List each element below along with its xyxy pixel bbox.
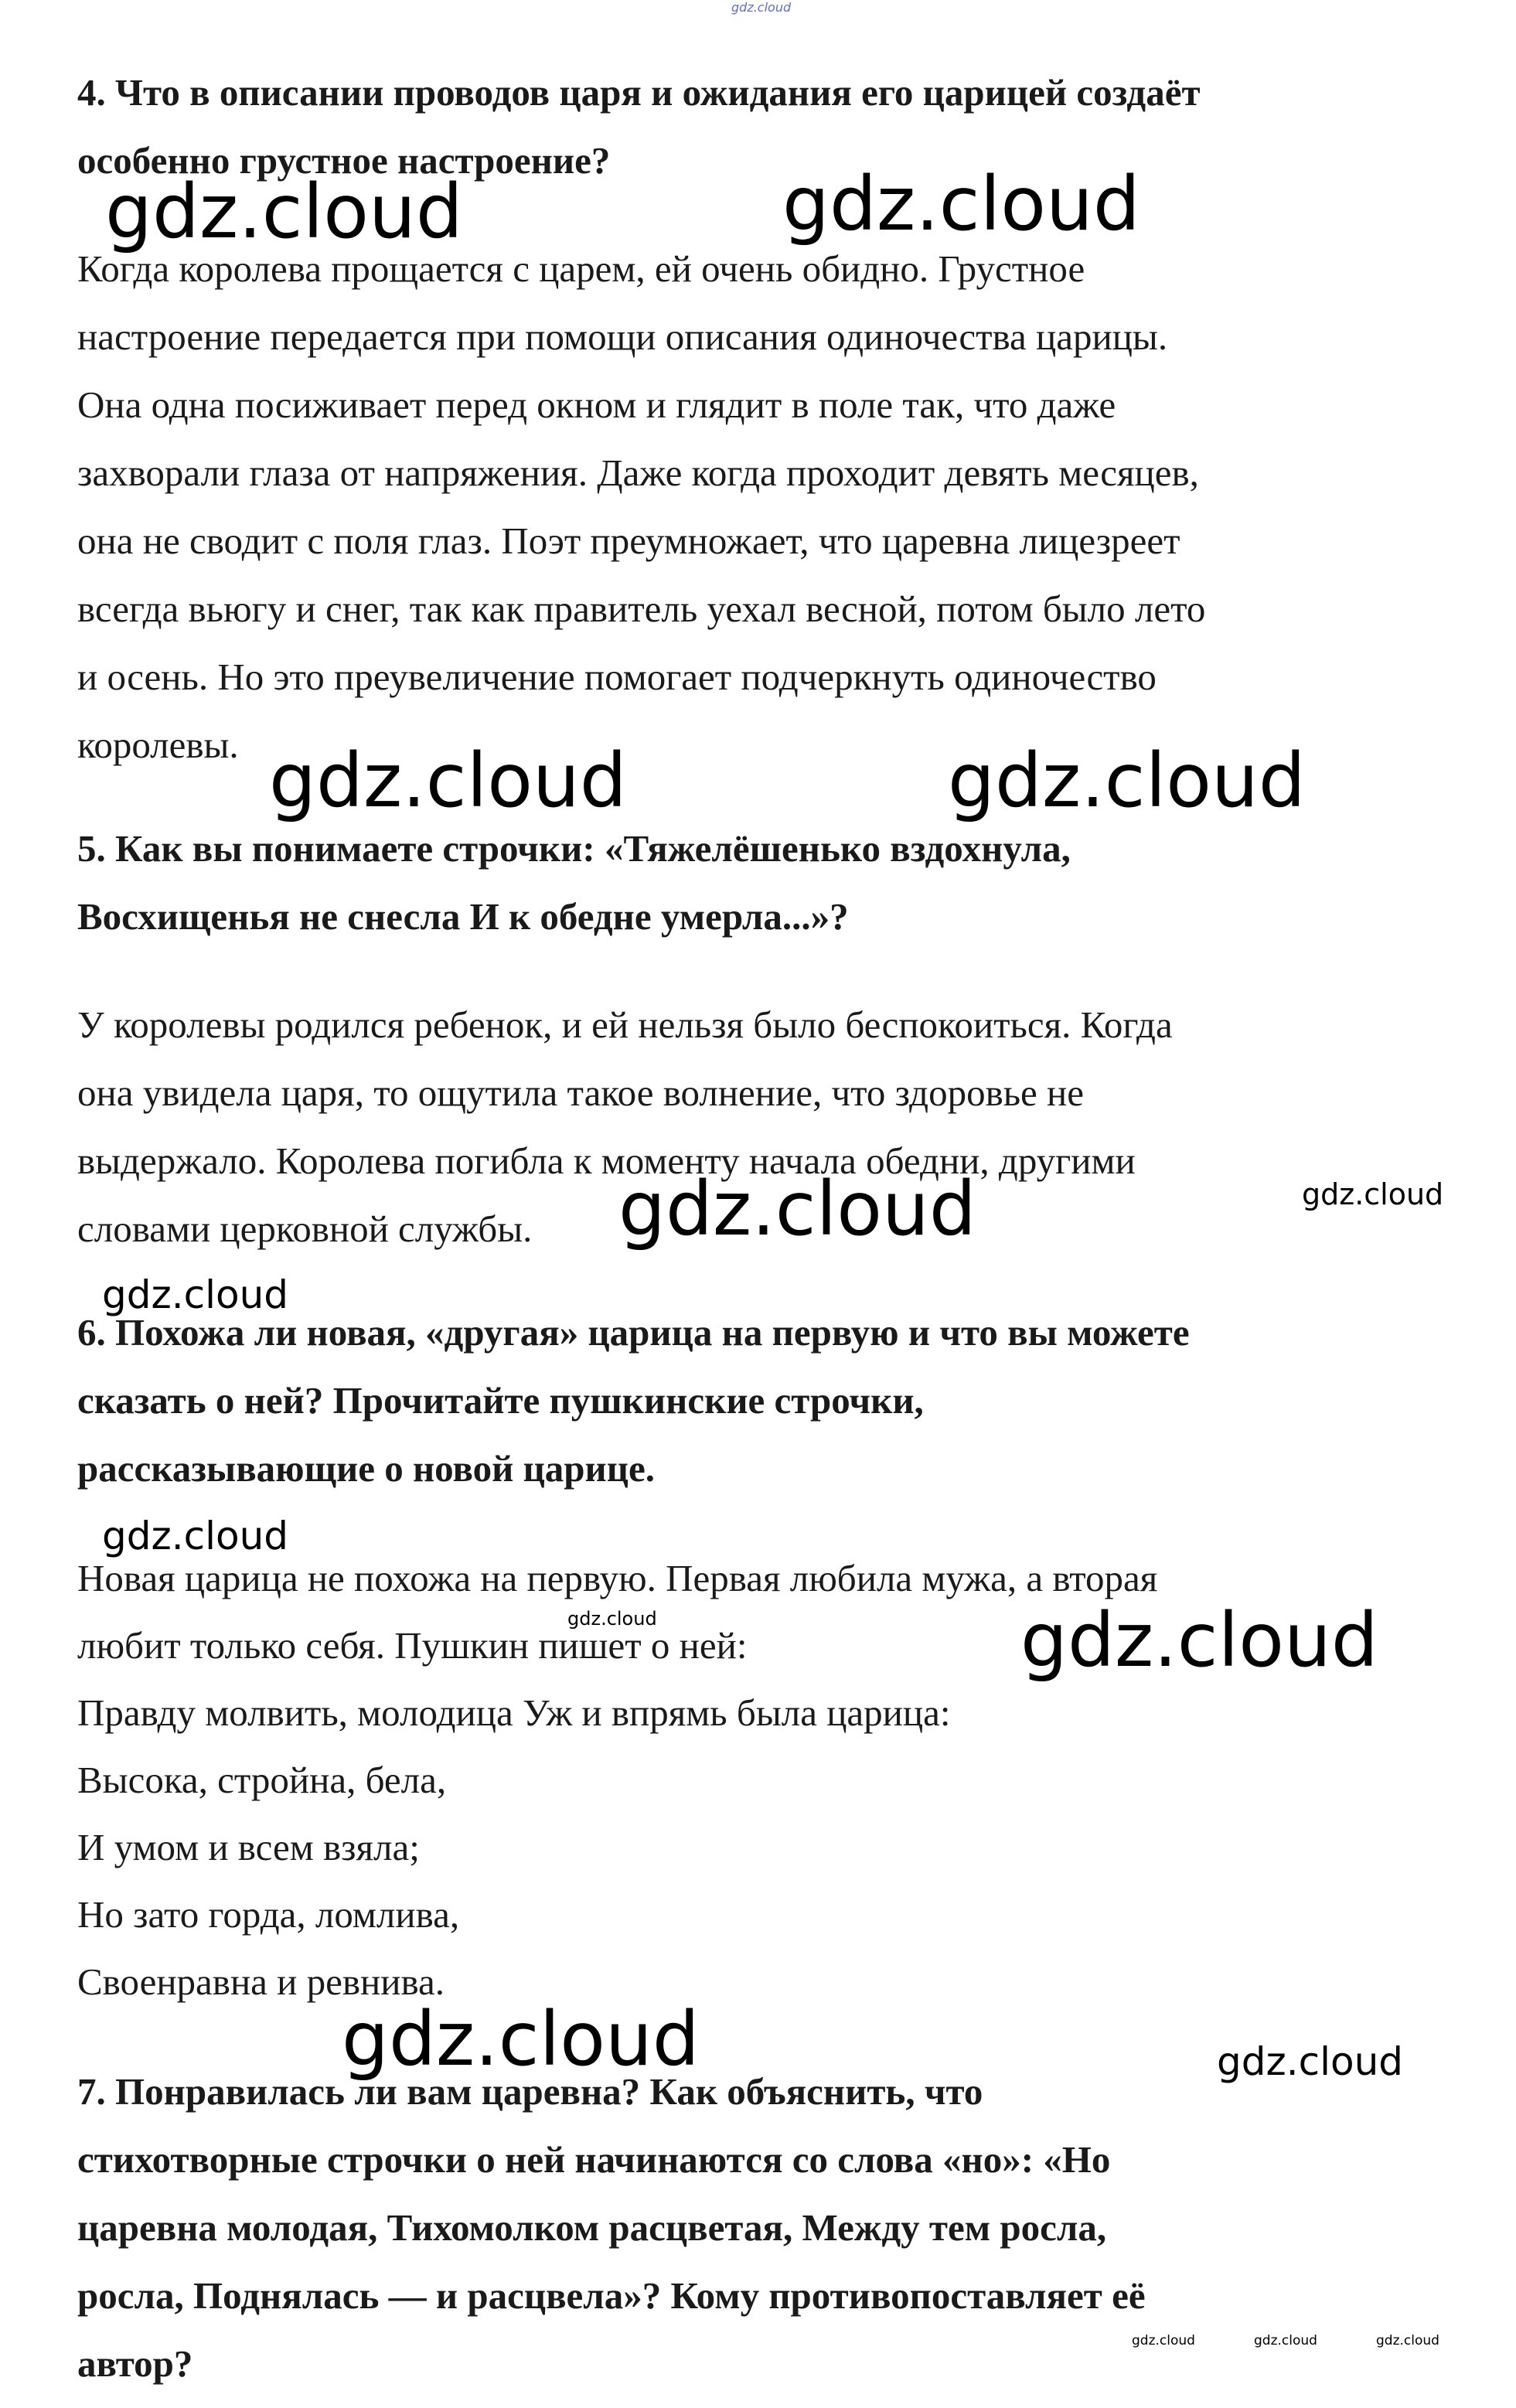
answer-line: она увидела царя, то ощутила такое волнение, что здоровье не (77, 1071, 1085, 1114)
poem-line: Но зато горда, ломлива, (77, 1893, 460, 1936)
question-line: сказать о ней? Прочитайте пушкинские строчки, (77, 1379, 924, 1422)
question-line: рассказывающие о новой царице. (77, 1447, 656, 1490)
question-7 (77, 2058, 1453, 2398)
answer-line: Когда королева прощается с царем, ей очень обидно. Грустное (77, 247, 1085, 290)
watermark: gdz.cloud (1020, 1597, 1378, 1684)
question-line: 5. Как вы понимаете строчки: «Тяжелёшенько вздохнула, (77, 827, 1071, 870)
answer-line: словами церковной службы. (77, 1207, 533, 1250)
question-line: росла, Поднялась — и расцвела»? Кому противопоставляет её (77, 2274, 1146, 2317)
answer-line: королевы. (77, 724, 239, 766)
poem-line: Правду молвить, молодица Уж и впрямь была царица: (77, 1691, 951, 1734)
question-line: 6. Похожа ли новая, «другая» царица на первую и что вы можете (77, 1311, 1190, 1354)
watermark: gdz.cloud (105, 169, 463, 255)
question-6 (77, 1299, 1453, 1503)
poem-line: И умом и всем взяла; (77, 1826, 420, 1868)
watermark: gdz.cloud (567, 1608, 657, 1630)
answer-line: всегда вьюгу и снег, так как правитель уехал весной, потом было лето (77, 588, 1206, 630)
question-line: царевна молодая, Тихомолком расцветая, Между тем росла, (77, 2206, 1107, 2249)
question-line: 4. Что в описании проводов царя и ожидания его царицей создаёт (77, 71, 1201, 114)
answer-line: У королевы родился ребенок, и ей нельзя было беспокоиться. Когда (77, 1003, 1173, 1046)
watermark: gdz.cloud (948, 737, 1306, 824)
watermark: gdz.cloud (731, 0, 792, 15)
question-line: Восхищенья не снесла И к обедне умерла...»? (77, 895, 849, 938)
question-line: 7. Понравилась ли вам царевна? Как объяснить, что (77, 2070, 983, 2113)
answer-line: Новая царица не похожа на первую. Первая любила мужа, а вторая (77, 1557, 1158, 1599)
watermark: gdz.cloud (269, 737, 627, 824)
poem-line: Своенравна и ревнива. (77, 1960, 445, 2003)
answer-line: настроение передается при помощи описания одиночества царицы. (77, 315, 1168, 358)
watermark: gdz.cloud (102, 1272, 289, 1317)
watermark: gdz.cloud (102, 1514, 289, 1558)
answer-line: захворали глаза от напряжения. Даже когда проходит девять месяцев, (77, 451, 1199, 494)
question-line: стихотворные строчки о ней начинаются со слова «но»: «Но (77, 2138, 1111, 2181)
watermark: gdz.cloud (782, 161, 1140, 247)
poem-line: Высока, стройна, бела, (77, 1759, 447, 1801)
answer-line: и осень. Но это преувеличение помогает подчеркнуть одиночество (77, 656, 1157, 698)
question-line: особенно грустное настроение? (77, 139, 611, 182)
question-5 (77, 815, 1453, 951)
watermark: gdz.cloud (1302, 1177, 1444, 1211)
watermark: gdz.cloud (1132, 2333, 1195, 2348)
watermark: gdz.cloud (1376, 2333, 1439, 2348)
answer-line: она не сводит с поля глаз. Поэт преумножает, что царевна лицезреет (77, 519, 1180, 562)
watermark: gdz.cloud (1254, 2333, 1317, 2348)
answer-line: выдержало. Королева погибла к моменту начала обедни, другими (77, 1139, 1136, 1182)
question-line: автор? (77, 2342, 193, 2385)
watermark: gdz.cloud (618, 1166, 976, 1252)
answer-line: Она одна посиживает перед окном и глядит в поле так, что даже (77, 383, 1116, 426)
answer-line: любит только себя. Пушкин пишет о ней: (77, 1624, 748, 1667)
watermark: gdz.cloud (342, 1996, 700, 2083)
watermark: gdz.cloud (1217, 2039, 1404, 2084)
answer-4 (77, 235, 1453, 779)
